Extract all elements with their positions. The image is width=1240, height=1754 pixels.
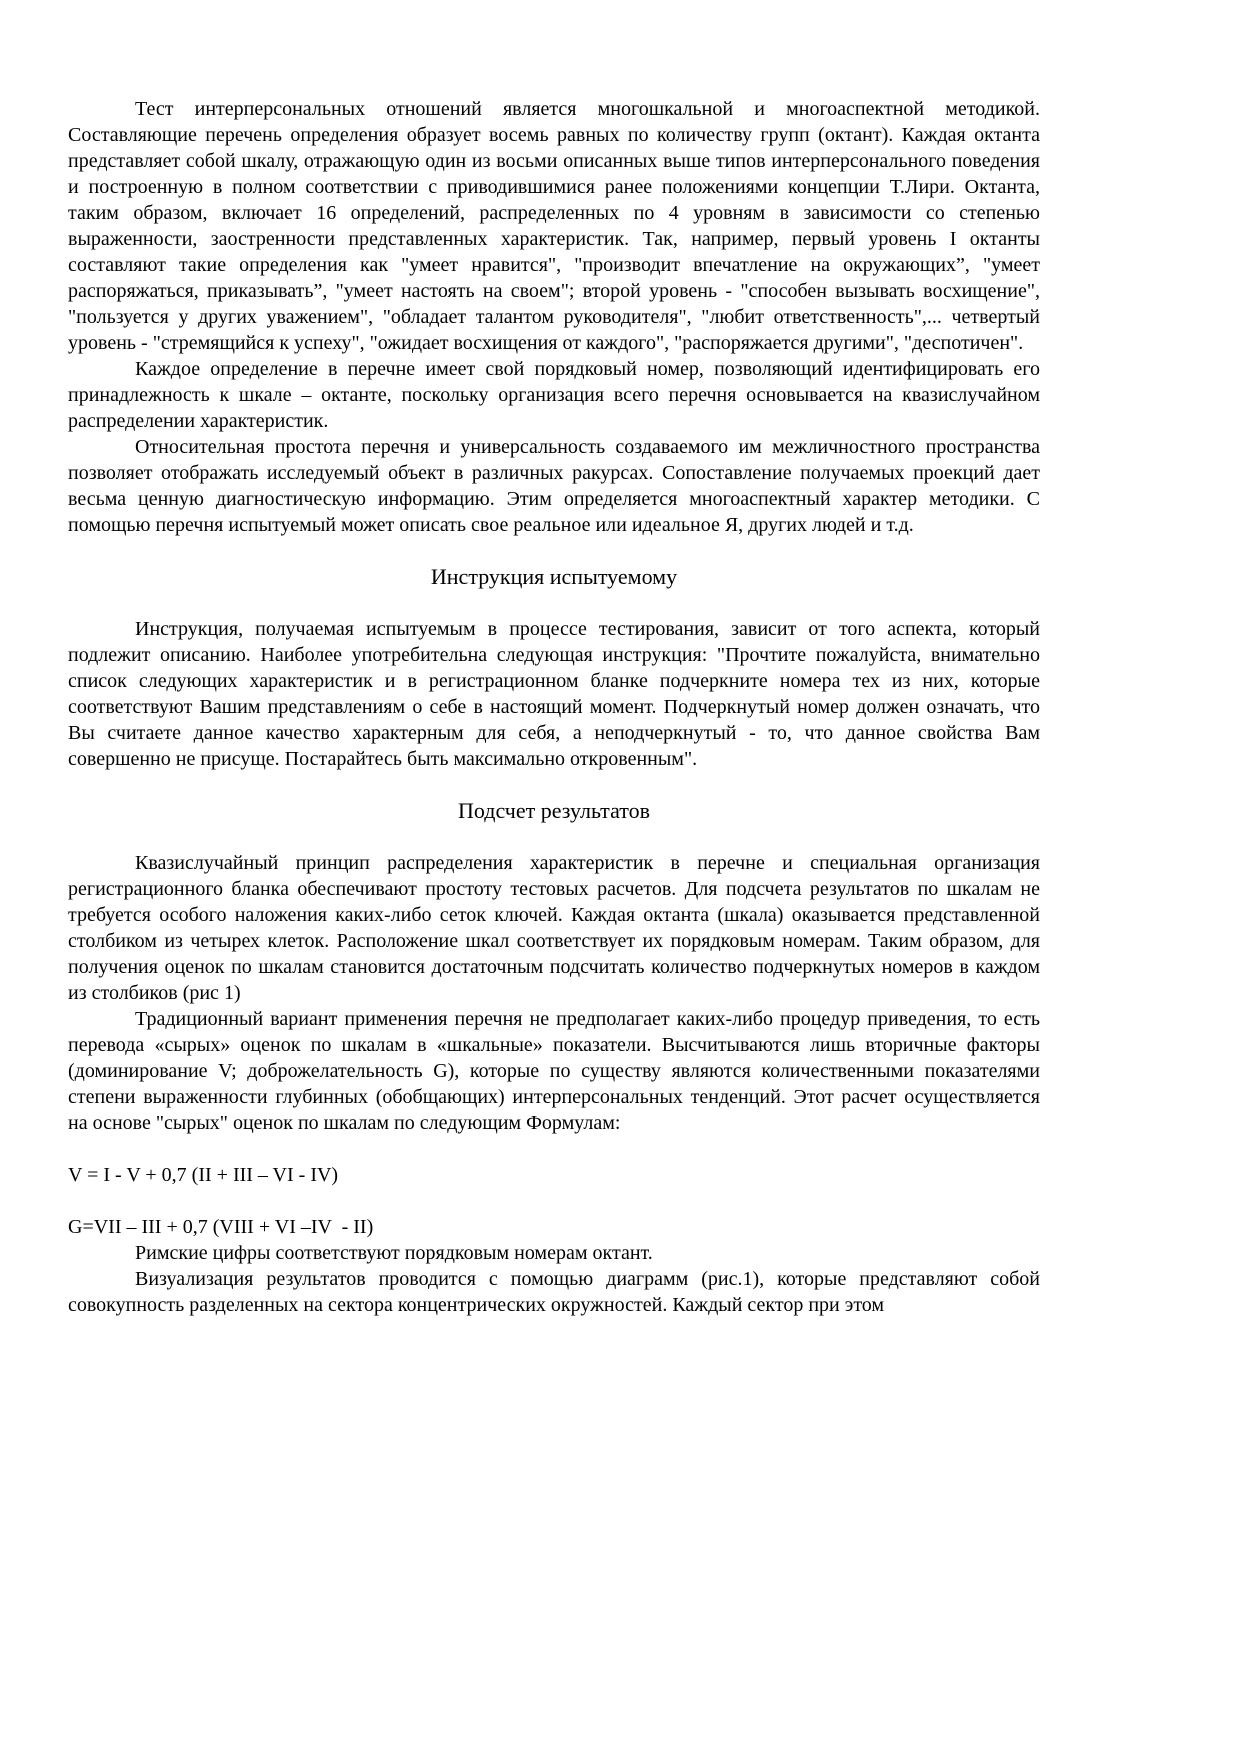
heading-instruction: Инструкция испытуемому (430, 564, 678, 589)
paragraph-test-description: Тест интерперсональных отношений является многошкальной и многоаспектной методикой. Составляющие перечень определения образует восемь равных по количеству групп (октант). Каждая октанта представляет собой шкалу, отражающую один из восьми описанных выше типов интерперсонального поведения и построенную в полном соответствии с приводившимися ранее положениями концепции Т.Лири. Октанта, таким образом, включает 16 определений, распределенных по 4 уровням в зависимости со степенью выраженности, заостренности представленных характеристик. Так, например, первый уровень I октанты составляют такие определения как "умеет нравится", "производит впечатление на окружающих”, "умеет распоряжаться, приказывать”, "умеет настоять на своем"; второй уровень - "способен вызывать восхищение", "пользуется у других уважением", "обладает талантом руководителя", "любит ответственность",... четвертый уровень - "стремящийся к успеху", "ожидает восхищения от каждого", "распоряжается другими", "деспотичен". (68, 98, 1040, 354)
paragraph-method-simplicity: Относительная простота перечня и универсальность создаваемого им межличностного пространства позволяет отображать исследуемый объект в различных ракурсах. Сопоставление получаемых проекций дает весьма ценную диагностическую информацию. Этим определяется многоаспектный характер методики. С помощью перечня испытуемый может описать свое реальное или идеальное Я, других людей и т.д. (68, 436, 1040, 536)
paragraph-item-numbering: Каждое определение в перечне имеет свой порядковый номер, позволяющий идентифицировать его принадлежность к шкале – октанте, поскольку организация всего перечня основывается на квазислучайном распределении характеристик. (68, 358, 1040, 432)
heading-scoring: Подсчет результатов (458, 798, 650, 823)
paragraph-scoring-principle: Квазислучайный принцип распределения характеристик в перечне и специальная организация регистрационного бланка обеспечивают простоту тестовых расчетов. Для подсчета результатов по шкалам не требуется особого наложения каких-либо сеток ключей. Каждая октанта (шкала) оказывается представленной столбиком из четырех клеток. Расположение шкал соответствует их порядковым номерам. Таким образом, для получения оценок по шкалам становится достаточным подсчитать количество подчеркнутых номеров в каждом из столбиков (рис 1) (68, 852, 1040, 1004)
paragraph-instruction-text: Инструкция, получаемая испытуемым в процессе тестирования, зависит от того аспекта, который подлежит описанию. Наиболее употребительна следующая инструкция: "Прочтите пожалуйста, внимательно список следующих характеристик и в регистрационном бланке подчеркните номера тех из них, которые соответствуют Вашим представлениям о себе в настоящий момент. Подчеркнутый номер должен означать, что Вы считаете данное качество характерным для себя, а неподчеркнутый - то, что данное свойства Вам совершенно не присуще. Постарайтесь быть максимально откровенным". (68, 618, 1040, 770)
paragraph-secondary-factors: Традиционный вариант применения перечня не предполагает каких-либо процедур приведения, то есть перевода «сырых» оценок по шкалам в «шкальные» показатели. Высчитываются лишь вторичные факторы (доминирование V; доброжелательность G), которые по существу являются количественными показателями степени выраженности глубинных (обобщающих) интерперсональных тенденций. Этот расчет осуществляется на основе "сырых" оценок по шкалам по следующим Формулам: (68, 1008, 1040, 1134)
paragraph-roman-numerals-note: Римские цифры соответствуют порядковым номерам октант. (135, 1242, 653, 1264)
formula-dominance-v: V = I - V + 0,7 (II + III – VI - IV) (68, 1164, 339, 1186)
paragraph-visualization: Визуализация результатов проводится с помощью диаграмм (рис.1), которые представляют собой совокупность разделенных на сектора концентрических окружностей. Каждый сектор при этом (68, 1268, 1040, 1316)
formula-goodwill-g: G=VII – III + 0,7 (VIII + VI –IV - II) (68, 1216, 374, 1238)
